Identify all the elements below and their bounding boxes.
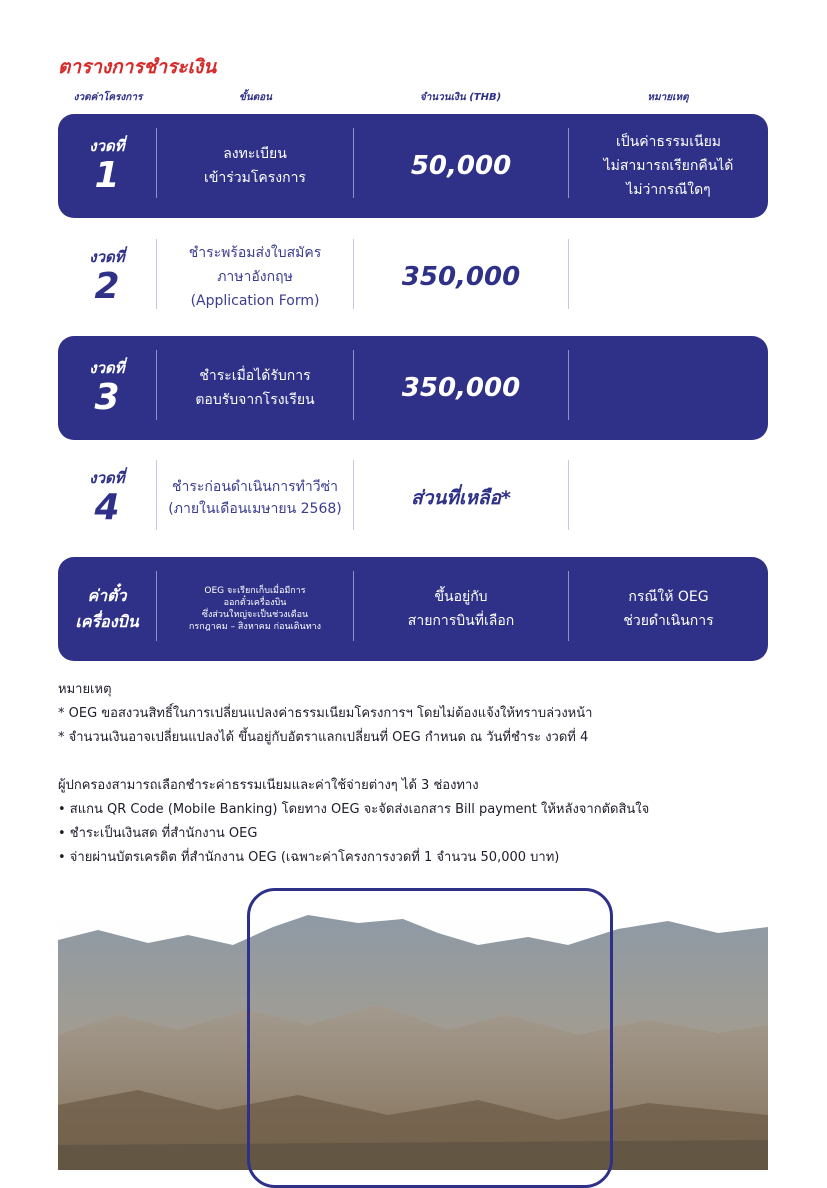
installment-label <box>58 336 156 440</box>
notes-heading: หมายเหตุ <box>58 682 112 697</box>
note-line-1: * OEG ขอสงวนสิทธิ์ในการเปลี่ยนแปลงค่าธรรมเนียมโครงการฯ โดยไม่ต้องแจ้งให้ทราบล่วงหน้า <box>58 706 593 721</box>
installment-row-2 <box>58 225 768 329</box>
installment-number: 2 <box>94 265 120 307</box>
installment-label <box>58 225 156 329</box>
amount-value: 350,000 <box>401 373 521 403</box>
flight-label: ค่าตั๋ว เครื่องบิน <box>75 586 139 631</box>
payment-method-3: • จ่ายผ่านบัตรเครดิต ที่สำนักงาน OEG (เฉพาะค่าโครงการงวดที่ 1 จำนวน 50,000 บาท) <box>58 850 560 865</box>
flight-note-text: กรณีให้ OEG ช่วยดำเนินการ <box>623 589 714 629</box>
photo-frame <box>247 888 613 1188</box>
step-text: ชำระเมื่อได้รับการ ตอบรับจากโรงเรียน <box>195 368 315 408</box>
installment-number: 4 <box>94 486 120 528</box>
header-note: หมายเหตุ <box>647 92 689 103</box>
note-text <box>569 446 768 550</box>
installment-number: 1 <box>94 154 120 196</box>
header-amount: จำนวนเงิน (THB) <box>419 92 502 103</box>
amount-value: 50,000 <box>410 151 512 181</box>
step-text: ชำระพร้อมส่งใบสมัคร ภาษาอังกฤษ (Application Form) <box>188 245 322 309</box>
installment-row-1 <box>58 114 768 218</box>
amount-value: 350,000 <box>401 262 521 292</box>
payment-method-1: • สแกน QR Code (Mobile Banking) โดยทาง OEG จะจัดส่งเอกสาร Bill payment ให้หลังจากตัดสินใจ <box>58 802 650 817</box>
payment-heading: ผู้ปกครองสามารถเลือกชำระค่าธรรมเนียมและค่าใช้จ่ายต่างๆ ได้ 3 ช่องทาง <box>58 778 479 793</box>
header-installment: งวดค่าโครงการ <box>73 92 143 103</box>
installment-number: 3 <box>94 376 120 418</box>
flight-row <box>58 557 768 661</box>
notes-section <box>58 678 778 870</box>
installment-label <box>58 114 156 218</box>
note-line-2: * จำนวนเงินอาจเปลี่ยนแปลงได้ ขึ้นอยู่กับอัตราแลกเปลี่ยนที่ OEG กำหนด ณ วันที่ชำระ งวดที่ 4 <box>58 730 589 745</box>
installment-word: งวดที่ <box>89 136 125 155</box>
note-text: เป็นค่าธรรมเนียม ไม่สามารถเรียกคืนได้ ไม่ว่ากรณีใดๆ <box>603 134 734 198</box>
flight-amount-text: ขึ้นอยู่กับ สายการบินที่เลือก <box>407 589 515 629</box>
installment-row-4 <box>58 446 768 550</box>
note-text <box>569 336 768 440</box>
installment-word: งวดที่ <box>89 358 125 377</box>
payment-method-2: • ชำระเป็นเงินสด ที่สำนักงาน OEG <box>58 826 258 841</box>
installment-word: งวดที่ <box>89 247 125 266</box>
amount-value: ส่วนที่เหลือ* <box>411 487 511 509</box>
note-text <box>569 225 768 329</box>
flight-step-text: OEG จะเรียกเก็บเมื่อมีการ ออกตั๋วเครื่องบิน ซึ่งส่วนใหญ่จะเป็นช่วงเดือน กรกฎาคม – สิงหาคม ก่อนเดินทาง <box>188 586 322 632</box>
page-title: ตารางการชำระเงิน <box>58 56 217 78</box>
header-step: ขั้นตอน <box>238 92 272 103</box>
installment-word: งวดที่ <box>89 468 125 487</box>
step-text: ลงทะเบียน เข้าร่วมโครงการ <box>204 146 306 186</box>
step-text: ชำระก่อนดำเนินการทำวีซ่า (ภายในเดือนเมษายน 2568) <box>168 479 342 517</box>
installment-row-3 <box>58 336 768 440</box>
installment-label <box>58 446 156 550</box>
